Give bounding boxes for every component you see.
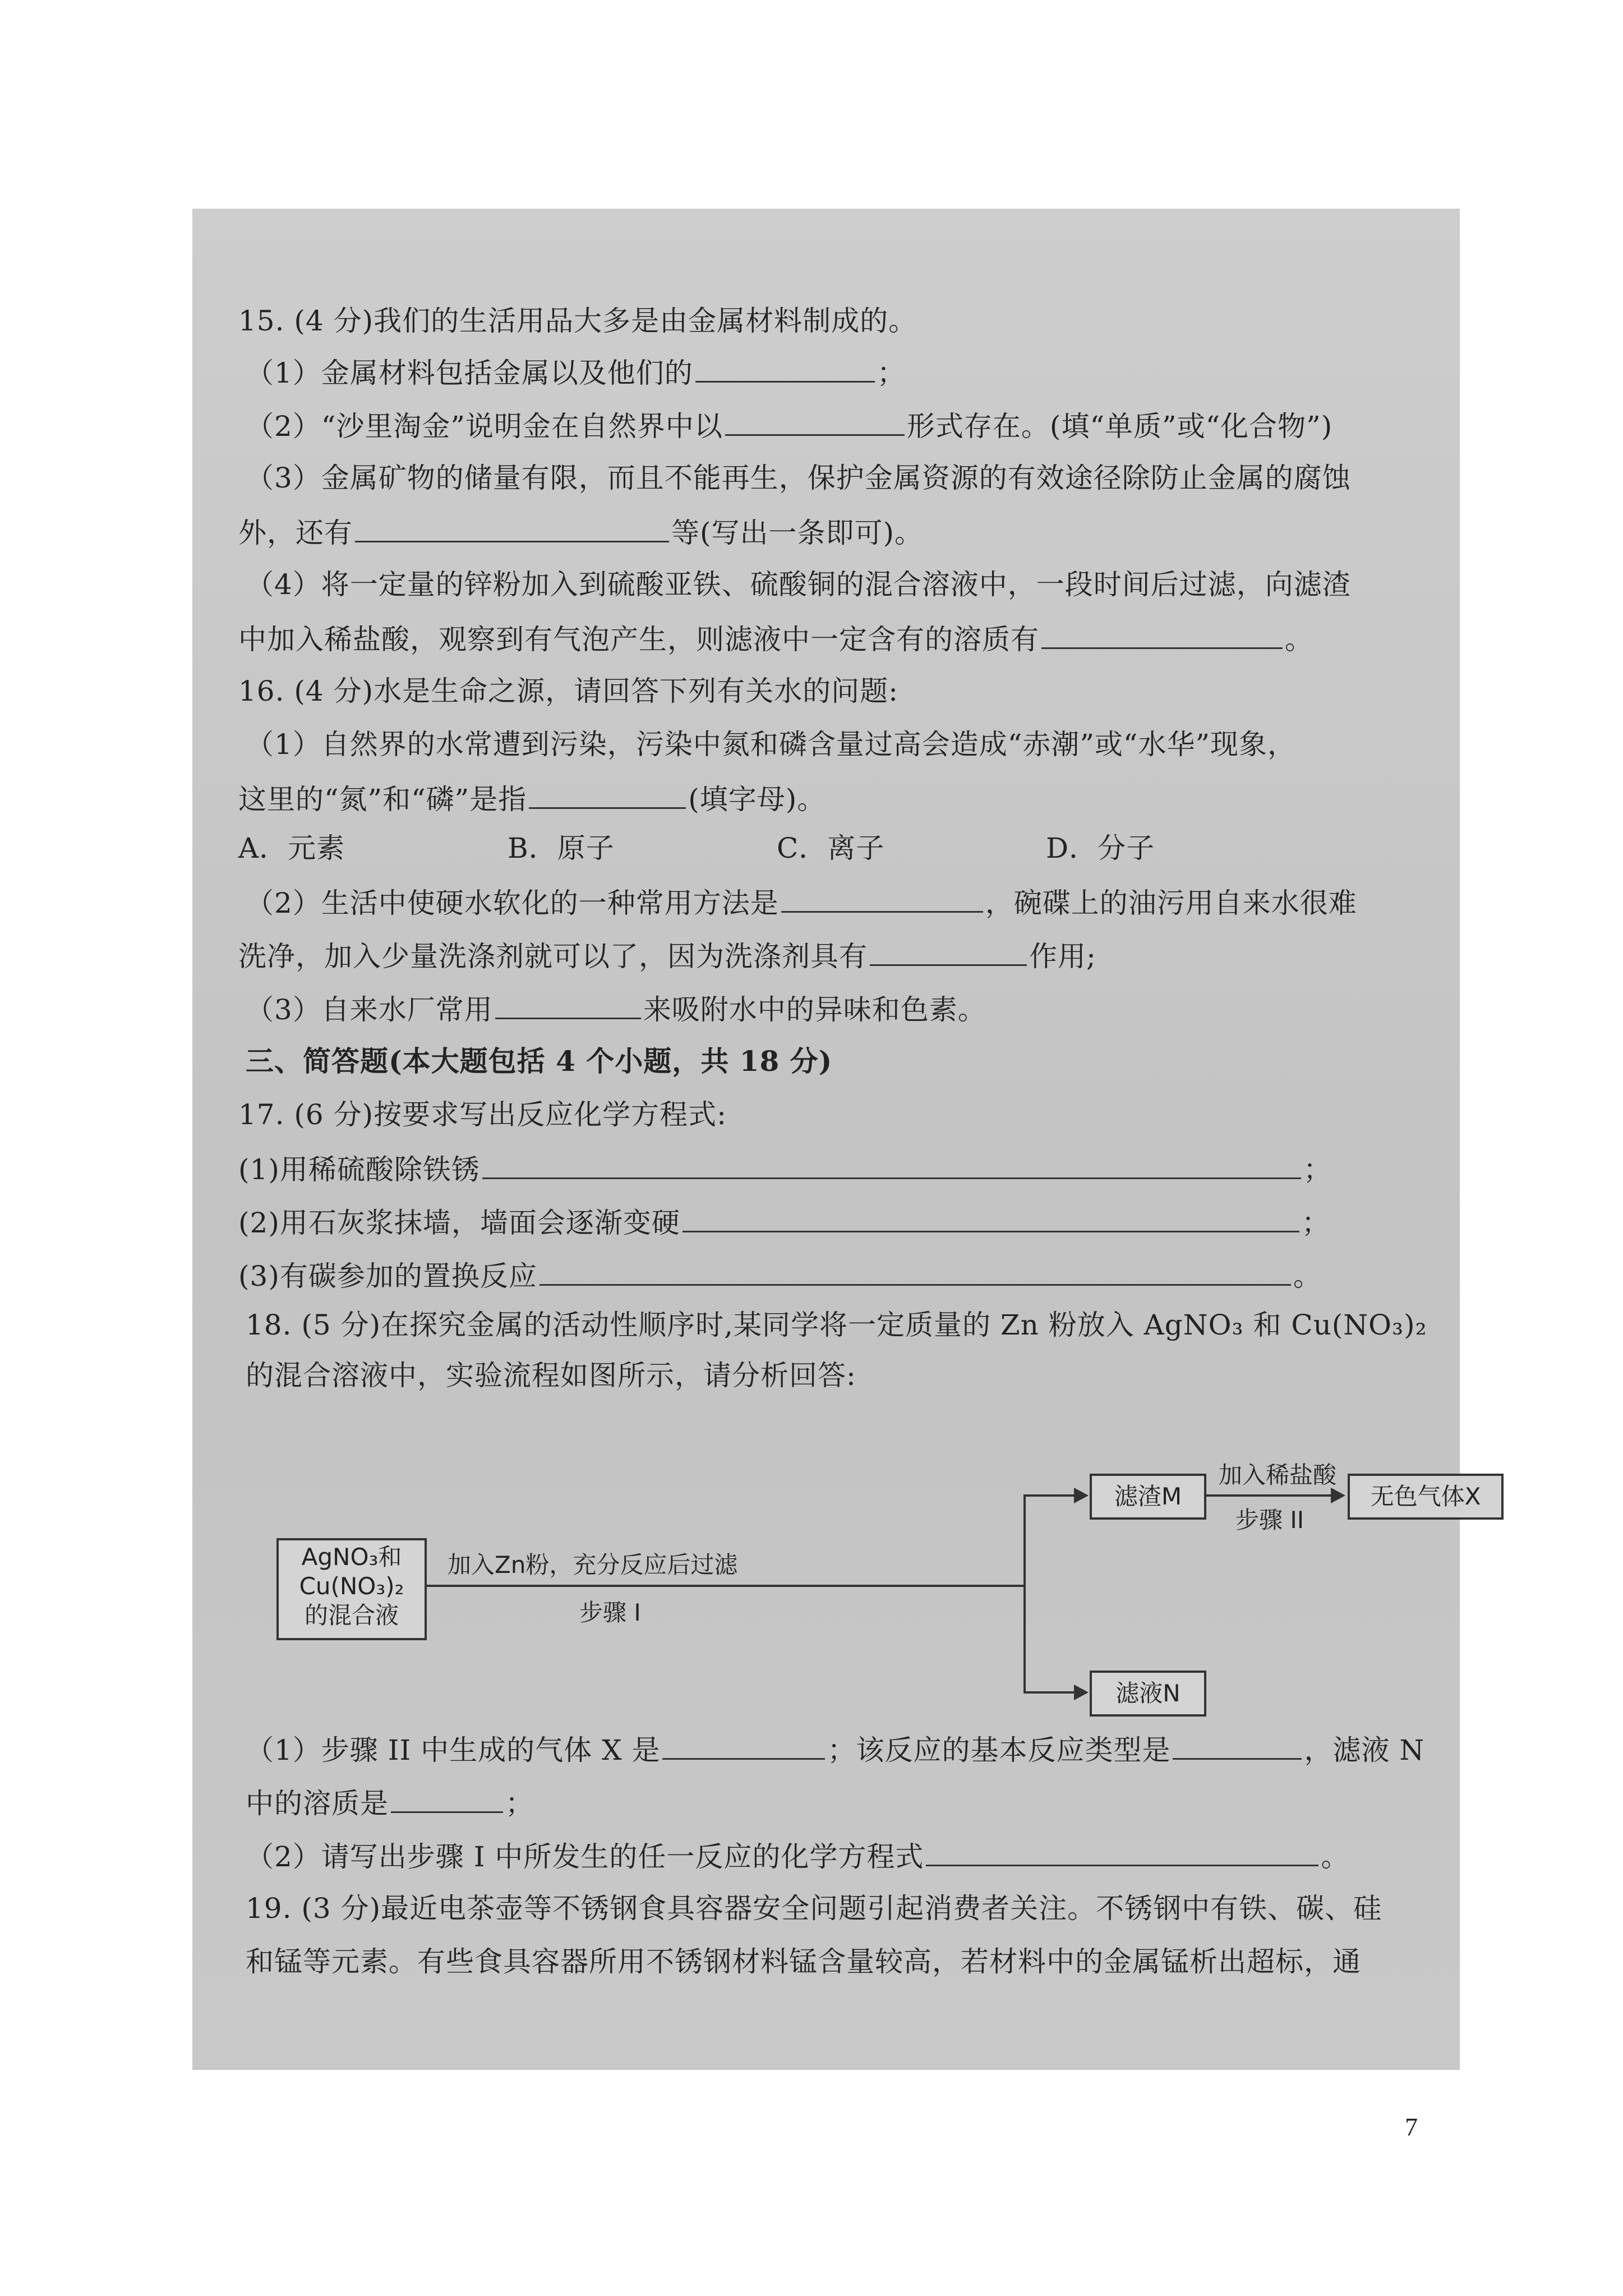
flow-line <box>1023 1691 1075 1694</box>
start-solution-box: AgNO₃和 Cu(NO₃)₂ 的混合液 <box>276 1538 427 1640</box>
q19-line2: 和锰等元素。有些食具容器所用不锈钢材料锰含量较高，若材料中的金属锰析出超标，通 <box>246 1945 1361 1978</box>
flow-line <box>1206 1494 1332 1497</box>
q17-heading: 17. (6 分)按要求写出反应化学方程式: <box>238 1098 727 1131</box>
step1-name: 步骤 I <box>579 1599 641 1626</box>
answer-blank[interactable] <box>529 778 686 809</box>
option-d: D．分子 <box>1046 832 1155 864</box>
q18-answer1-cont: 中的溶质是 ； <box>246 1782 534 1823</box>
arrow-icon <box>1074 1488 1089 1503</box>
answer-blank[interactable] <box>781 882 983 913</box>
q15-part2: （2）“沙里淘金”说明金在自然界中以 形式存在。(填“单质”或“化合物”) <box>246 405 1332 446</box>
flow-line <box>1023 1494 1075 1497</box>
q18-answer2: （2）请写出步骤 I 中所发生的任一反应的化学方程式 。 <box>246 1835 1349 1876</box>
exam-page-photo <box>192 209 1481 2070</box>
q16-part1: （1）自然界的水常遭到污染，污染中氮和磷含量过高会造成“赤潮”或“水华”现象， <box>246 728 1297 761</box>
q15-part4: （4）将一定量的锌粉加入到硫酸亚铁、硫酸铜的混合溶液中，一段时间后过滤，向滤渣 <box>246 568 1351 601</box>
q15-heading: 15. (4 分)我们的生活用品大多是由金属材料制成的。 <box>238 305 917 337</box>
step2-name: 步骤 II <box>1235 1506 1304 1534</box>
arrow-icon <box>1074 1685 1089 1700</box>
answer-blank[interactable] <box>1173 1729 1302 1760</box>
q15-part3-cont: 外，还有 等(写出一条即可)。 <box>238 512 923 553</box>
option-a: A．元素 <box>238 832 345 864</box>
q16-heading: 16. (4 分)水是生命之源，请回答下列有关水的问题: <box>238 675 898 707</box>
q18-intro: 的混合溶液中，实验流程如图所示，请分析回答: <box>246 1359 856 1392</box>
q15-part3: （3）金属矿物的储量有限，而且不能再生，保护金属资源的有效途径除防止金属的腐蚀 <box>246 462 1351 494</box>
q15-part1: （1）金属材料包括金属以及他们的 ； <box>246 352 906 393</box>
q16-options <box>238 829 1155 868</box>
flow-branch-line <box>1023 1494 1026 1694</box>
answer-blank[interactable] <box>1041 618 1283 649</box>
q18-heading: 18. (5 分)在探究金属的活动性顺序时,某同学将一定质量的 Zn 粉放入 AgNO₃ 和 Cu(NO₃)₂ <box>246 1309 1427 1341</box>
q15-part4-cont: 中加入稀盐酸，观察到有气泡产生，则滤液中一定含有的溶质有 。 <box>238 618 1313 659</box>
q16-part1-cont: 这里的“氮”和“磷”是指 (填字母)。 <box>238 778 826 819</box>
answer-blank[interactable] <box>495 988 641 1019</box>
answer-blank[interactable] <box>926 1835 1318 1866</box>
q17-part3: (3)有碳参加的置换反应 。 <box>238 1255 1322 1296</box>
filtrate-box: 滤液N <box>1090 1671 1206 1717</box>
answer-blank[interactable] <box>662 1729 825 1760</box>
page-number: 7 <box>1405 2113 1418 2141</box>
answer-blank[interactable] <box>870 935 1027 966</box>
q19-line1: 19. (3 分)最近电茶壶等不锈钢食具容器安全问题引起消费者关注。不锈钢中有铁、碳、硅 <box>246 1892 1382 1925</box>
answer-blank[interactable] <box>482 1148 1301 1179</box>
answer-blank[interactable] <box>683 1202 1299 1232</box>
step1-label: 加入Zn粉，充分反应后过滤 <box>448 1551 738 1579</box>
q18-answer1: （1）步骤 II 中生成的气体 X 是 ；该反应的基本反应类型是 ，滤液 N <box>246 1729 1424 1770</box>
q17-part1: (1)用稀硫酸除铁锈 ； <box>238 1148 1332 1189</box>
answer-blank[interactable] <box>540 1255 1291 1286</box>
q16-part3: （3）自来水厂常用 来吸附水中的异味和色素。 <box>246 988 986 1029</box>
answer-blank[interactable] <box>695 352 875 383</box>
option-b: B．原子 <box>508 832 615 864</box>
q17-part2: (2)用石灰浆抹墙，墙面会逐渐变硬 ； <box>238 1202 1330 1243</box>
answer-blank[interactable] <box>391 1782 503 1813</box>
q16-part2: （2）生活中使硬水软化的一种常用方法是 ，碗碟上的油污用自来水很难 <box>246 882 1357 923</box>
gas-box: 无色气体X <box>1348 1474 1504 1520</box>
section-heading: 三、简答题(本大题包括 4 个小题，共 18 分) <box>246 1045 833 1078</box>
q16-part2-cont: 洗净，加入少量洗涤剂就可以了，因为洗涤剂具有 作用; <box>238 935 1096 976</box>
option-c: C．离子 <box>777 832 885 864</box>
answer-blank[interactable] <box>725 405 905 436</box>
answer-blank[interactable] <box>355 512 669 542</box>
residue-box: 滤渣M <box>1090 1474 1206 1520</box>
step2-label: 加入稀盐酸 <box>1219 1461 1337 1489</box>
flow-line <box>425 1585 1025 1587</box>
